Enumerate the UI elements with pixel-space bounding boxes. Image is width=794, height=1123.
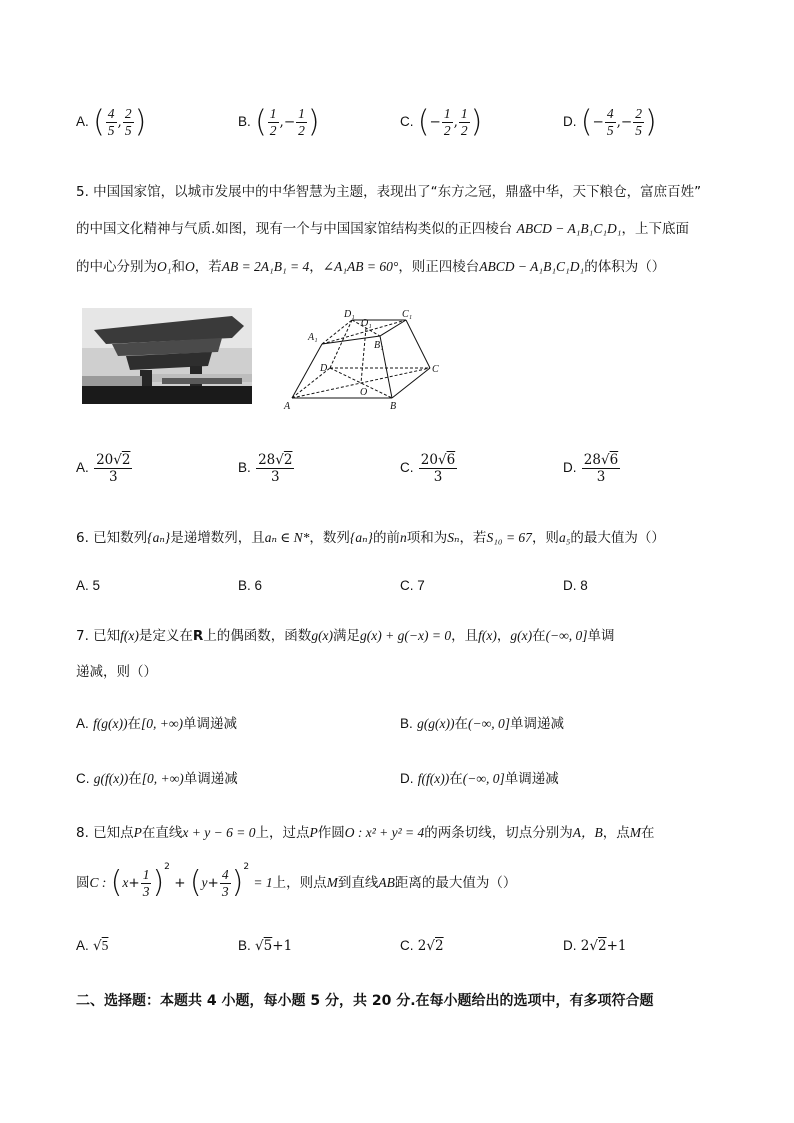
- q7-option-a: A. f(g(x))在[0, +∞)单调递减: [76, 716, 238, 732]
- q8-option-c: C. 2√2: [400, 938, 444, 954]
- label-D1: D₁: [344, 309, 355, 320]
- label-B1: B₁: [374, 340, 384, 351]
- q7-stem-line2: 递减，则（）: [76, 664, 157, 680]
- q5-line1: 5. 中国国家馆，以城市发展中的中华智慧为主题，表现出了“东方之冠，鼎盛中华，天下粮仓，富庶百姓”: [76, 184, 702, 200]
- q6-option-b: B. 6: [238, 578, 263, 593]
- china-pavilion-photo: [82, 308, 252, 404]
- label-B: B: [390, 401, 397, 412]
- q6-option-a: A. 5: [76, 578, 101, 593]
- q4-option-a-label: A.: [76, 114, 89, 129]
- label-A1: A₁: [308, 332, 318, 343]
- q5-option-a: A. $\frac{20√2}{3}$: [76, 452, 131, 485]
- q6-option-d: D. 8: [563, 578, 588, 593]
- label-C: C: [432, 364, 439, 375]
- q8-stem-line2: 圆C : (x+ $\frac{1}{3}$ )$^2$ + (y+ $\frac{4}{3}$ )$^2$ = 1上，则点M到直线AB距离的最大值为（）: [76, 862, 517, 900]
- q8-stem-line1: 8. 已知点P在直线x + y − 6 = 0上，过点P作圆O : x² + y² = 4的两条切线，切点分别为A，B，点M在: [76, 825, 655, 841]
- label-C1: C₁: [402, 309, 413, 320]
- q7-option-c: C. g(f(x))在[0, +∞)单调递减: [76, 771, 238, 787]
- q4-option-c: C. (− $\frac{1}{2}$ , $\frac{1}{2}$ ): [400, 104, 483, 140]
- q4-option-d: D. (− $\frac{4}{5}$ ,− $\frac{2}{5}$ ): [563, 104, 657, 140]
- label-O: O: [360, 387, 368, 398]
- q7-option-b: B. g(g(x))在(−∞, 0]单调递减: [400, 716, 565, 732]
- q5-option-b: B. $\frac{28√2}{3}$: [238, 452, 293, 485]
- q6-stem: 6. 已知数列{aₙ}是递增数列，且aₙ ∈ N*，数列{aₙ}的前n项和为Sₙ，若S₁₀ = 67，则a₅的最大值为（）: [76, 530, 665, 546]
- q8-option-b: B. √5+1: [238, 938, 293, 954]
- q5-option-d: D. $\frac{28√6}{3}$: [563, 452, 619, 485]
- q7-option-d: D. f(f(x))在(−∞, 0]单调递减: [400, 771, 559, 787]
- q5-line3: 的中心分别为O₁和O，若AB = 2A₁B₁ = 4，∠A₁AB = 60°，则正四棱台ABCD − A₁B₁C₁D₁的体积为（）: [76, 259, 666, 275]
- q5-option-c: C. $\frac{20√6}{3}$: [400, 452, 456, 485]
- label-O1: O₁: [361, 318, 372, 329]
- right-paren: ): [134, 104, 147, 140]
- q6-option-c: C. 7: [400, 578, 425, 593]
- q8-option-d: D. 2√2+1: [563, 938, 627, 954]
- q5-line2: 的中国文化精神与气质.如图，现有一个与中国国家馆结构类似的正四棱台 ABCD − A₁B₁C₁D₁，上下底面: [76, 221, 689, 237]
- q4-option-b: B. ( $\frac{1}{2}$ ,− $\frac{1}{2}$ ): [238, 104, 320, 140]
- label-A: A: [284, 401, 291, 412]
- q8-option-a: A. √5: [76, 938, 109, 954]
- left-paren: (: [93, 104, 105, 140]
- q4-option-a: A. ( $\frac{4}{5}$ , $\frac{2}{5}$ ): [76, 104, 147, 140]
- q7-stem-line1: 7. 已知f(x)是定义在R上的偶函数，函数g(x)满足g(x) + g(−x) = 0，且f(x)，g(x)在(−∞, 0]单调: [76, 628, 615, 644]
- label-D: D: [320, 363, 328, 374]
- frustum-diagram: [282, 306, 452, 412]
- section-2-heading: 二、选择题：本题共 4 小题，每小题 5 分，共 20 分.在每小题给出的选项中，有多项符合题: [76, 993, 654, 1009]
